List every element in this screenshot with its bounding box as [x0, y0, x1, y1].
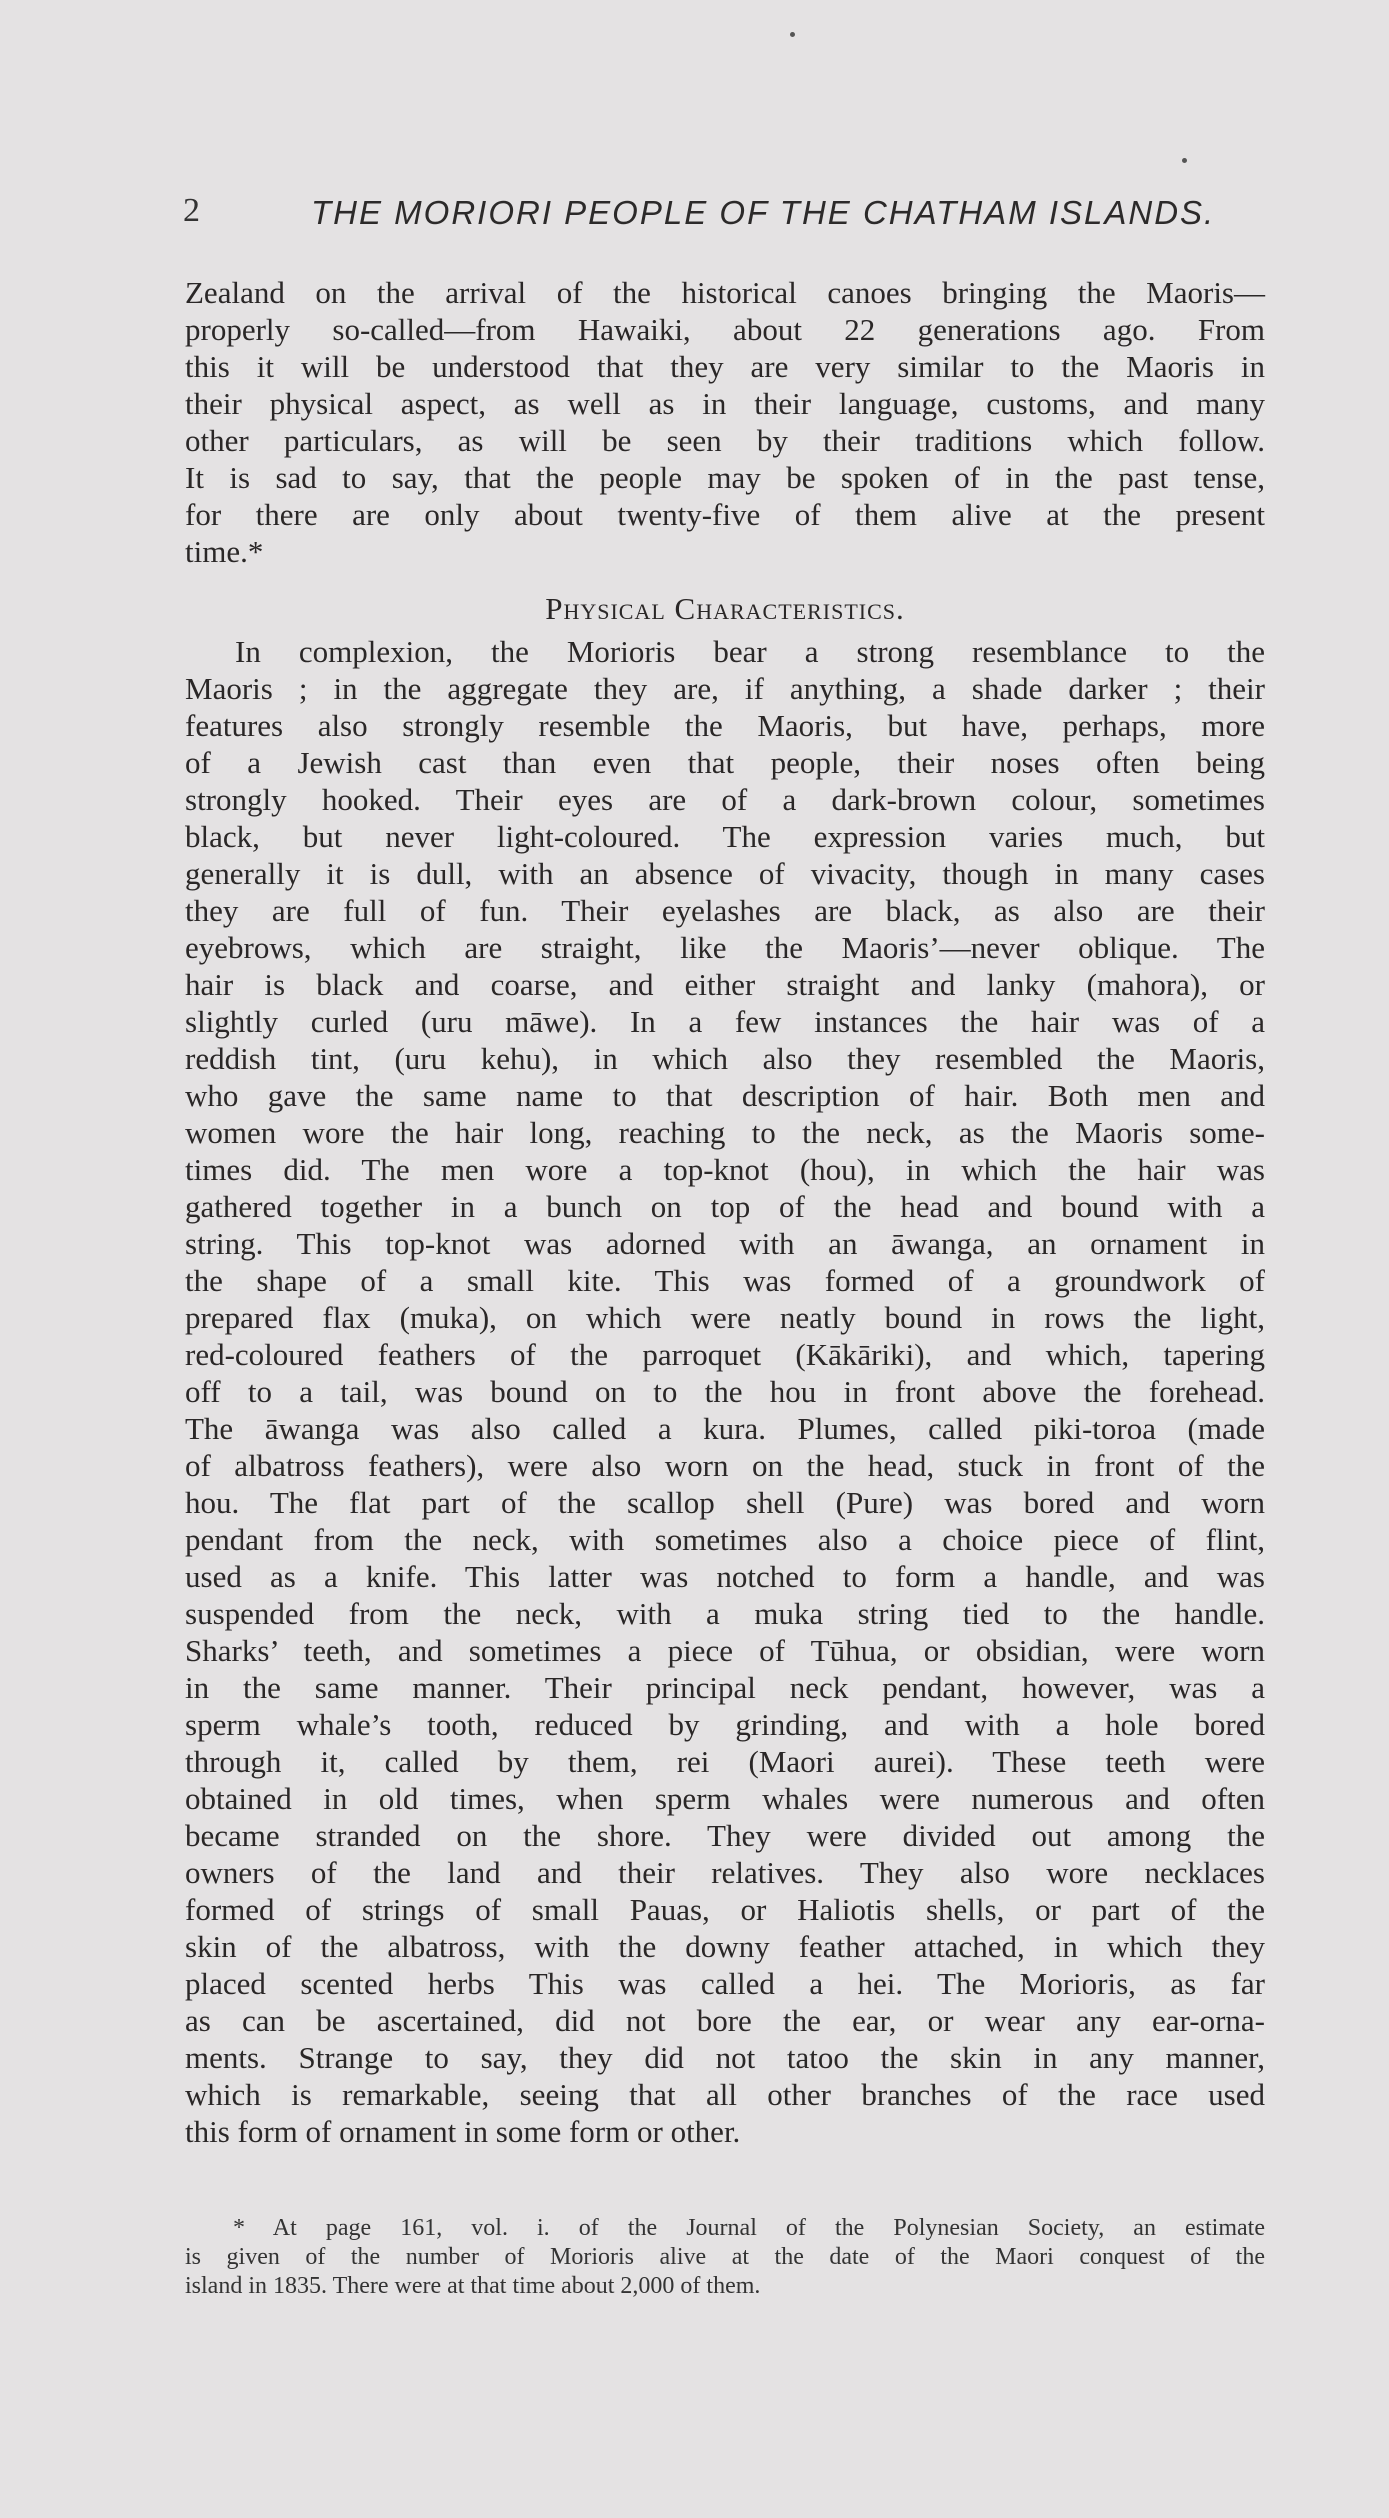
- text-line: times did. The men wore a top-knot (hou), in which the hair was: [185, 1152, 1265, 1187]
- page-number: 2: [183, 192, 200, 229]
- section-title: Physical Characteristics.: [545, 591, 905, 626]
- text-line: generally it is dull, with an absence of vivacity, though in many cases: [185, 856, 1265, 891]
- paper-speck: [790, 32, 795, 37]
- text-line: prepared flax (muka), on which were neatly bound in rows the light,: [185, 1300, 1265, 1335]
- text-line: this form of ornament in some form or other.: [185, 2114, 741, 2149]
- text-line: Maoris ; in the aggregate they are, if anything, a shade darker ; their: [185, 671, 1265, 706]
- text-line: became stranded on the shore. They were divided out among the: [185, 1818, 1265, 1853]
- text-line: strongly hooked. Their eyes are of a dark-brown colour, sometimes: [185, 782, 1265, 817]
- text-line: for there are only about twenty-five of them alive at the present: [185, 497, 1265, 532]
- text-line: Zealand on the arrival of the historical canoes bringing the Maoris—: [185, 275, 1265, 310]
- text-line: slightly curled (uru māwe). In a few instances the hair was of a: [185, 1004, 1265, 1039]
- text-line: suspended from the neck, with a muka string tied to the handle.: [185, 1596, 1265, 1631]
- text-line: off to a tail, was bound on to the hou in front above the forehead.: [185, 1374, 1265, 1409]
- paper-speck: [1182, 158, 1187, 163]
- text-line: It is sad to say, that the people may be spoken of in the past tense,: [185, 460, 1265, 495]
- text-line: The āwanga was also called a kura. Plumes, called piki-toroa (made: [185, 1411, 1265, 1446]
- text-line: formed of strings of small Pauas, or Haliotis shells, or part of the: [185, 1892, 1265, 1927]
- text-line: properly so-called—from Hawaiki, about 22 generations ago. From: [185, 312, 1265, 347]
- text-line: pendant from the neck, with sometimes also a choice piece of flint,: [185, 1522, 1265, 1557]
- text-line: features also strongly resemble the Maoris, but have, perhaps, more: [185, 708, 1265, 743]
- text-line: their physical aspect, as well as in their language, customs, and many: [185, 386, 1265, 421]
- text-line: the shape of a small kite. This was formed of a groundwork of: [185, 1263, 1265, 1298]
- page-header: [183, 192, 1216, 242]
- text-line: of albatross feathers), were also worn on the head, stuck in front of the: [185, 1448, 1265, 1483]
- paragraph-1: [185, 274, 1265, 570]
- footnote-line: * At page 161, vol. i. of the Journal of the Polynesian Society, an estimate: [233, 2215, 1265, 2241]
- text-line: which is remarkable, seeing that all other branches of the race used: [185, 2077, 1265, 2112]
- text-line: in the same manner. Their principal neck pendant, however, was a: [185, 1670, 1265, 1705]
- text-line: skin of the albatross, with the downy feather attached, in which they: [185, 1929, 1265, 1964]
- text-line: In complexion, the Morioris bear a strong resemblance to the: [235, 634, 1265, 669]
- text-line: hair is black and coarse, and either straight and lanky (mahora), or: [185, 967, 1265, 1002]
- footnote: [185, 2214, 1265, 2301]
- text-line: gathered together in a bunch on top of the head and bound with a: [185, 1189, 1265, 1224]
- text-line: eyebrows, which are straight, like the Maoris’—never oblique. The: [185, 930, 1265, 965]
- text-line: through it, called by them, rei (Maori aurei). These teeth were: [185, 1744, 1265, 1779]
- text-line: as can be ascertained, did not bore the ear, or wear any ear-orna-: [185, 2003, 1265, 2038]
- footnote-line: is given of the number of Morioris alive at the date of the Maori conquest of the: [185, 2244, 1265, 2270]
- text-line: this it will be understood that they are very similar to the Maoris in: [185, 349, 1265, 384]
- text-line: Sharks’ teeth, and sometimes a piece of Tūhua, or obsidian, were worn: [185, 1633, 1265, 1668]
- text-line: placed scented herbs This was called a hei. The Morioris, as far: [185, 1966, 1265, 2001]
- text-line: hou. The flat part of the scallop shell (Pure) was bored and worn: [185, 1485, 1265, 1520]
- text-line: sperm whale’s tooth, reduced by grinding, and with a hole bored: [185, 1707, 1265, 1742]
- text-line: used as a knife. This latter was notched to form a handle, and was: [185, 1559, 1265, 1594]
- text-line: they are full of fun. Their eyelashes are black, as also are their: [185, 893, 1265, 928]
- text-line: obtained in old times, when sperm whales were numerous and often: [185, 1781, 1265, 1816]
- text-line: reddish tint, (uru kehu), in which also they resembled the Maoris,: [185, 1041, 1265, 1076]
- text-line: who gave the same name to that description of hair. Both men and: [185, 1078, 1265, 1113]
- footnote-line: island in 1835. There were at that time about 2,000 of them.: [185, 2273, 761, 2299]
- text-line: women wore the hair long, reaching to the neck, as the Maoris some-: [185, 1115, 1265, 1150]
- text-line: time.*: [185, 534, 264, 569]
- text-line: black, but never light-coloured. The expression varies much, but: [185, 819, 1265, 854]
- text-line: ments. Strange to say, they did not tatoo the skin in any manner,: [185, 2040, 1265, 2075]
- paragraph-2: [185, 633, 1265, 2150]
- text-line: other particulars, as will be seen by their traditions which follow.: [185, 423, 1265, 458]
- text-line: of a Jewish cast than even that people, their noses often being: [185, 745, 1265, 780]
- text-line: red-coloured feathers of the parroquet (Kākāriki), and which, tapering: [185, 1337, 1265, 1372]
- text-line: owners of the land and their relatives. They also wore necklaces: [185, 1855, 1265, 1890]
- text-line: string. This top-knot was adorned with an āwanga, an ornament in: [185, 1226, 1265, 1261]
- body-text: [185, 274, 1265, 2150]
- running-title: THE MORIORI PEOPLE OF THE CHATHAM ISLANDS.: [311, 194, 1216, 231]
